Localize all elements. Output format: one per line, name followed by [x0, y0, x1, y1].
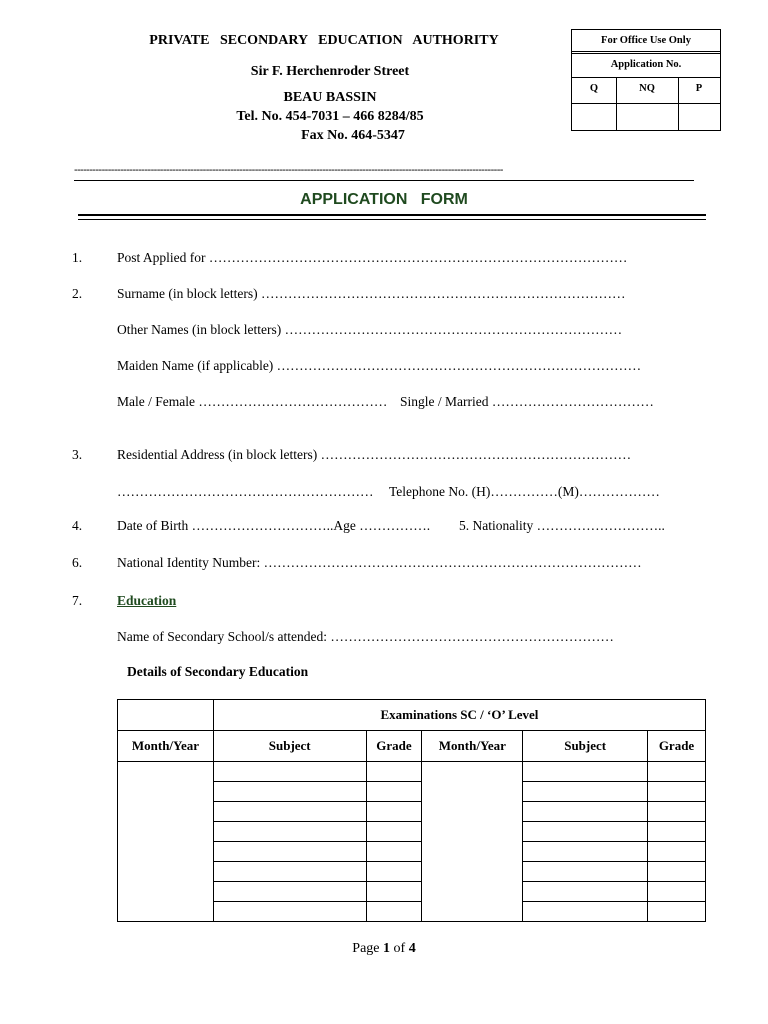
authority-name: PRIVATE SECONDARY EDUCATION AUTHORITY — [149, 33, 499, 48]
maiden-name-field[interactable]: Maiden Name (if applicable) ……………………………………………………………………… — [117, 358, 642, 373]
town: BEAU BASSIN — [283, 90, 377, 105]
title-rule — [78, 214, 706, 216]
education-table — [117, 699, 706, 922]
telephone-numbers: Tel. No. 454-7031 – 466 8284/85 — [236, 109, 424, 124]
page-number — [300, 941, 468, 957]
subject-cell[interactable] — [213, 882, 366, 902]
subject-cell[interactable] — [213, 802, 366, 822]
grade-cell[interactable] — [648, 882, 706, 902]
col-subject-2: Subject — [523, 731, 648, 762]
current-page: 1 — [383, 941, 391, 956]
grade-cell[interactable] — [648, 902, 706, 922]
office-col-q: Q — [589, 83, 599, 94]
form-title: APPLICATION FORM — [300, 191, 468, 208]
exam-header: Examinations SC / ‘O’ Level — [213, 700, 705, 731]
other-names-field[interactable]: Other Names (in block letters) ………………………………………………………………… — [117, 322, 623, 337]
item-number-1: 1. — [72, 250, 83, 265]
office-col-p: P — [695, 83, 703, 94]
subject-cell[interactable] — [523, 782, 648, 802]
dashed-separator: -------------------------------------------------------------------------------------------------------------------------------------------- — [74, 164, 503, 176]
item-number-3: 3. — [72, 447, 83, 462]
residential-address-field[interactable]: Residential Address (in block letters) …………………………………………………………… — [117, 447, 632, 462]
grade-cell[interactable] — [366, 842, 422, 862]
col-month-year-2: Month/Year — [422, 731, 523, 762]
subject-cell[interactable] — [523, 902, 648, 922]
item-number-6: 6. — [72, 555, 83, 570]
title-rule-thin — [78, 219, 706, 220]
grade-cell[interactable] — [648, 842, 706, 862]
item-number-7: 7. — [72, 593, 83, 608]
grade-cell[interactable] — [648, 762, 706, 782]
col-month-year-1: Month/Year — [118, 731, 214, 762]
address-continuation-field[interactable]: ………………………………………………… — [117, 484, 374, 499]
subject-cell[interactable] — [213, 762, 366, 782]
post-applied-field[interactable]: Post Applied for ………………………………………………………………………………… — [117, 250, 628, 265]
national-id-field[interactable]: National Identity Number: ………………………………………………………………………… — [117, 555, 642, 570]
total-pages: 4 — [408, 941, 416, 956]
item-number-4: 4. — [72, 518, 83, 533]
item-number-2: 2. — [72, 286, 83, 301]
grade-cell[interactable] — [648, 822, 706, 842]
grade-cell[interactable] — [648, 862, 706, 882]
grade-cell[interactable] — [366, 822, 422, 842]
subject-cell[interactable] — [213, 782, 366, 802]
col-subject-1: Subject — [213, 731, 366, 762]
col-grade-2: Grade — [648, 731, 706, 762]
page-of: of — [390, 941, 409, 956]
grade-cell[interactable] — [366, 802, 422, 822]
month-year-cell[interactable] — [118, 762, 214, 922]
sex-field[interactable]: Male / Female …………………………………… — [117, 394, 388, 409]
subject-cell[interactable] — [523, 882, 648, 902]
secondary-school-field[interactable]: Name of Secondary School/s attended: ……………………………………………………… — [117, 629, 614, 644]
office-use-title: For Office Use Only — [601, 35, 691, 46]
separator-line — [74, 180, 694, 181]
subject-cell[interactable] — [213, 862, 366, 882]
grade-cell[interactable] — [366, 782, 422, 802]
subject-cell[interactable] — [523, 822, 648, 842]
subject-cell[interactable] — [523, 842, 648, 862]
subject-cell[interactable] — [523, 862, 648, 882]
grade-cell[interactable] — [648, 802, 706, 822]
subject-cell[interactable] — [213, 822, 366, 842]
grade-cell[interactable] — [366, 762, 422, 782]
details-heading: Details of Secondary Education — [127, 664, 309, 679]
street-address: Sir F. Herchenroder Street — [250, 64, 410, 79]
col-grade-1: Grade — [366, 731, 422, 762]
grade-cell[interactable] — [366, 882, 422, 902]
subject-cell[interactable] — [523, 802, 648, 822]
application-number-label: Application No. — [610, 59, 682, 70]
table-header-row — [118, 700, 706, 731]
grade-cell[interactable] — [366, 902, 422, 922]
marital-status-field[interactable]: Single / Married ……………………………… — [400, 394, 654, 409]
table-row — [118, 762, 706, 782]
education-heading: Education — [117, 593, 177, 608]
surname-field[interactable]: Surname (in block letters) ……………………………………………………………………… — [117, 286, 626, 301]
office-use-box — [571, 29, 721, 131]
fax-number: Fax No. 464-5347 — [301, 128, 405, 143]
office-col-nq: NQ — [639, 83, 655, 94]
date-of-birth-field[interactable]: Date of Birth …………………………..Age ……………. — [117, 518, 431, 533]
telephone-field[interactable]: Telephone No. (H)……………(M)……………… — [389, 484, 660, 499]
page-prefix: Page — [352, 941, 384, 956]
subject-cell[interactable] — [213, 902, 366, 922]
column-header-row — [118, 731, 706, 762]
subject-cell[interactable] — [523, 762, 648, 782]
subject-cell[interactable] — [213, 842, 366, 862]
grade-cell[interactable] — [366, 862, 422, 882]
nationality-field[interactable]: 5. Nationality ……………………….. — [459, 518, 665, 533]
month-year-cell[interactable] — [422, 762, 523, 922]
grade-cell[interactable] — [648, 782, 706, 802]
